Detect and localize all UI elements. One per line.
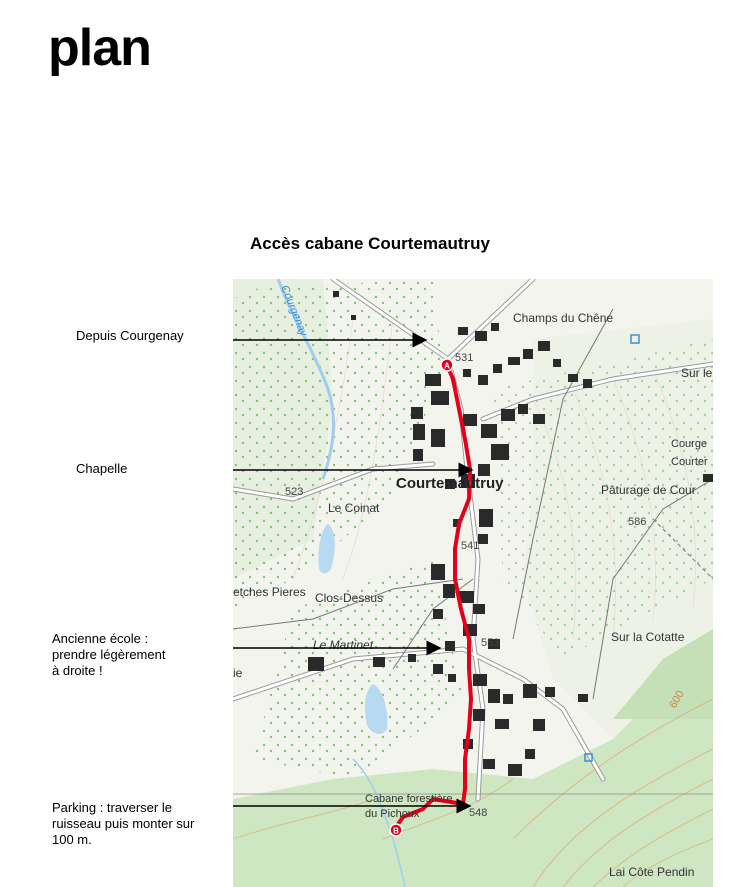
elev-523: 523	[285, 486, 304, 498]
label-le-coinat: Le Coinat	[328, 501, 380, 515]
label-le-martinet: Le Martinet	[313, 638, 374, 652]
label-etches-pieres: etches Pieres	[233, 585, 306, 599]
label-courtemautruy: Courtemautruy	[396, 475, 504, 492]
label-lai-cote-pendin: Lai Côte Pendin	[609, 865, 695, 879]
elev-531: 531	[455, 352, 474, 364]
annotation-chapelle: Chapelle	[76, 461, 128, 476]
page-title: plan	[48, 19, 151, 77]
elev-586: 586	[628, 516, 647, 528]
marker-start-label: A	[444, 361, 450, 371]
map-heading: Accès cabane Courtemautruy	[250, 234, 490, 253]
label-courter: Courter	[671, 456, 708, 468]
label-clos-dessus: Clos-Dessus	[315, 591, 384, 605]
label-ie: ie	[233, 666, 243, 680]
elev-600: 600	[667, 688, 687, 711]
label-sur-la-cotatte: Sur la Cotatte	[611, 630, 685, 644]
label-paturage: Pâturage de Cour	[601, 483, 696, 497]
marker-end-label: B	[393, 826, 399, 836]
annotation-parking: Parking : traverser le ruisseau puis monter sur 100 m.	[52, 800, 195, 847]
elev-541: 541	[461, 540, 480, 552]
label-du-pichoux: du Pichoux	[365, 808, 420, 820]
annotation-ancienne-ecole: Ancienne école : prendre légèrement à droite !	[52, 631, 166, 678]
label-courge: Courge	[671, 438, 708, 450]
elev-553: 553	[481, 637, 500, 649]
elev-548: 548	[469, 807, 488, 819]
map[interactable]	[233, 279, 713, 887]
label-river-courgenay: Courgenay	[278, 283, 310, 339]
label-champs-du-chene: Champs du Chêne	[513, 311, 614, 325]
annotation-depuis-courgenay: Depuis Courgenay	[76, 328, 184, 343]
label-sur-le: Sur le	[681, 366, 713, 380]
label-cabane-forestiere: Cabane forestière	[365, 793, 453, 805]
